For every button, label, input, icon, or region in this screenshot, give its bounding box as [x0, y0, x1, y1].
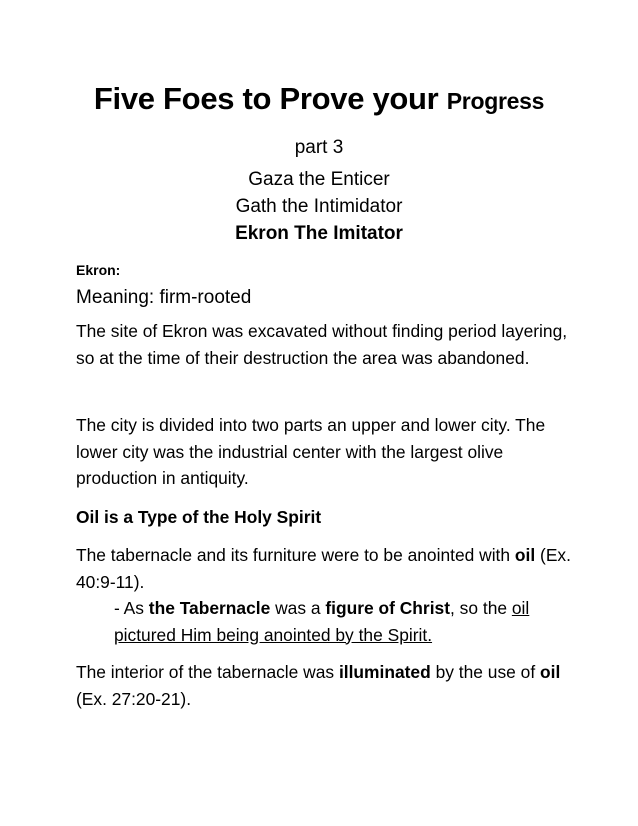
note-start: - As — [114, 598, 149, 618]
note-so-the: , so the — [450, 598, 512, 618]
note-was-a: was a — [270, 598, 326, 618]
paragraph-city: The city is divided into two parts an upper and lower city. The lower city was the industrial center with the largest olive production in antiquity. — [76, 415, 546, 488]
section-label: Ekron: — [76, 262, 121, 278]
figure-bold: figure of Christ — [325, 598, 450, 618]
meaning-line: Meaning: firm-rooted — [76, 287, 252, 308]
subtitle: part 3 — [294, 137, 344, 158]
paragraph-excavation: The site of Ekron was excavated without finding period layering, so at the time of their destruction the area was abandoned. — [76, 321, 568, 368]
anointing-ref: (Ex. 40:9-11). — [76, 545, 571, 592]
oil-bold: oil — [539, 662, 561, 682]
oil-underline: oil — [511, 598, 530, 618]
indented-note — [76, 595, 576, 648]
paragraph-illumination — [76, 659, 576, 712]
anointing-text: The tabernacle and its furniture were to be anointed with — [76, 545, 515, 565]
oil-word: oil — [514, 545, 536, 565]
illuminated-bold: illuminated — [338, 662, 431, 682]
enemy-gaza: Gaza the Enticer — [248, 169, 390, 190]
section-heading: Oil is a Type of the Holy Spirit — [76, 507, 322, 527]
page-title — [0, 80, 638, 120]
title-tail: Progress — [446, 88, 545, 114]
paragraph-anointing — [76, 542, 576, 648]
enemy-ekron: Ekron The Imitator — [235, 223, 403, 244]
title-main: Five Foes to Prove your — [93, 81, 439, 116]
illumination-ref: (Ex. 27:20-21). — [76, 688, 192, 709]
illumination-text-2: by the use of — [430, 662, 540, 682]
pictured-underline: pictured Him being anointed by the Spirit. — [114, 624, 433, 645]
enemy-gath: Gath the Intimidator — [235, 196, 403, 217]
tabernacle-bold: the Tabernacle — [148, 598, 271, 618]
illumination-text: The interior of the tabernacle was — [76, 662, 339, 682]
